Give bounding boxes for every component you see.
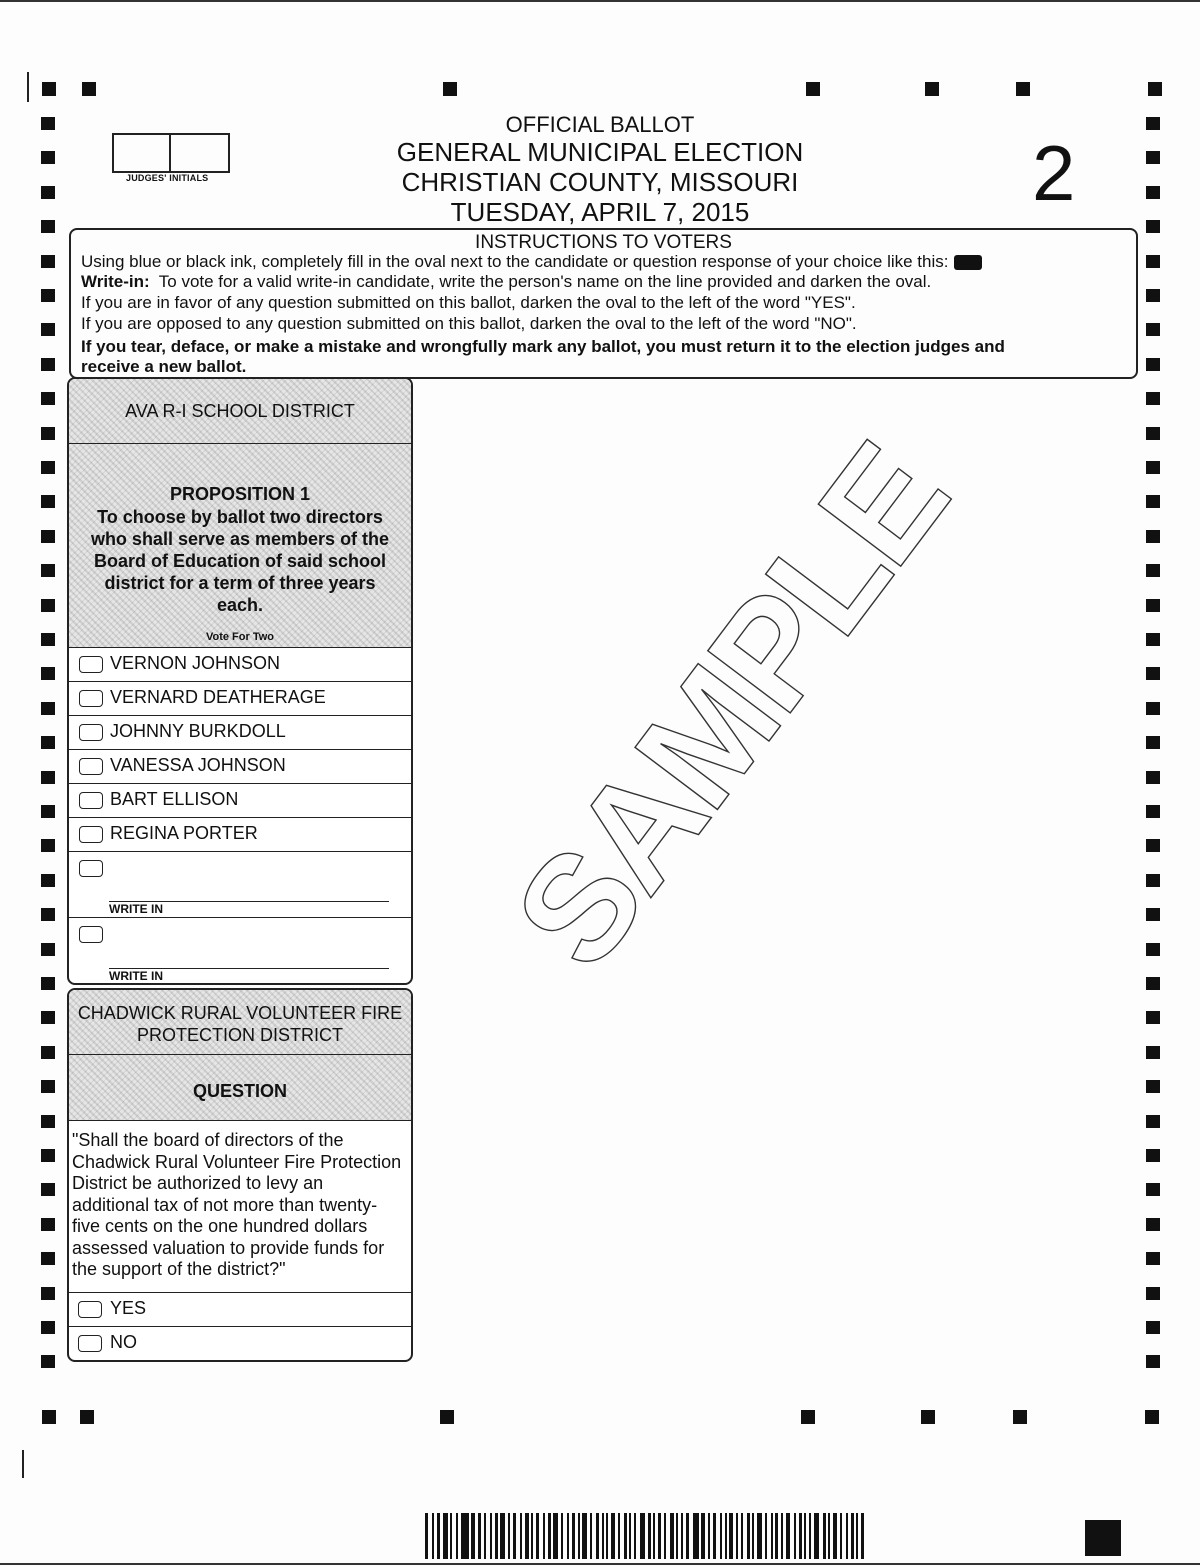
barcode-bar <box>606 1513 608 1559</box>
barcode-bar <box>658 1513 661 1559</box>
barcode-bar <box>713 1513 716 1559</box>
timing-mark <box>1146 427 1160 440</box>
barcode-bar <box>794 1513 796 1559</box>
district-header <box>69 379 411 444</box>
barcode-bar <box>596 1513 599 1559</box>
timing-mark <box>41 461 55 474</box>
timing-mark <box>1013 1410 1027 1424</box>
barcode-bar <box>578 1513 580 1559</box>
contest-fire-district <box>67 988 413 1362</box>
timing-mark <box>1146 117 1160 130</box>
timing-mark <box>1146 599 1160 612</box>
timing-mark <box>1146 220 1160 233</box>
instructions-line-1: Using blue or black ink, completely fill in the oval next to the candidate or question response of your choice like this: <box>81 252 982 272</box>
timing-mark <box>443 82 457 96</box>
barcode-bar <box>725 1513 727 1559</box>
timing-mark <box>1146 151 1160 164</box>
vote-oval[interactable] <box>79 690 103 707</box>
timing-mark <box>1146 839 1160 852</box>
candidate-row[interactable]: REGINA PORTER <box>69 817 411 852</box>
corner-registration-mark <box>1085 1520 1121 1556</box>
vote-oval[interactable] <box>79 724 103 741</box>
timing-mark <box>80 1410 94 1424</box>
barcode-bar <box>590 1513 592 1559</box>
election-name: GENERAL MUNICIPAL ELECTION <box>396 137 804 167</box>
instructions-heading: INSTRUCTIONS TO VOTERS <box>475 232 732 253</box>
timing-mark <box>1146 495 1160 508</box>
timing-mark <box>1146 1287 1160 1300</box>
vote-oval[interactable] <box>79 826 103 843</box>
barcode-bar <box>823 1513 826 1559</box>
timing-mark <box>1146 702 1160 715</box>
vote-for-instruction: Vote For Two <box>205 631 275 643</box>
barcode-bar <box>708 1513 710 1559</box>
instructions-line-5: If you tear, deface, or make a mistake and wrongfully mark any ballot, you must return it to the election judges and <box>81 337 1005 356</box>
timing-mark <box>41 427 55 440</box>
timing-mark <box>41 117 55 130</box>
candidate-row[interactable]: VERNON JOHNSON <box>69 647 411 682</box>
timing-mark <box>41 1115 55 1128</box>
timing-mark <box>41 1080 55 1093</box>
barcode-bar <box>525 1513 529 1559</box>
timing-mark <box>42 82 56 96</box>
barcode-bar <box>856 1513 858 1559</box>
timing-mark <box>1146 667 1160 680</box>
timing-mark <box>1146 358 1160 371</box>
timing-mark <box>1146 633 1160 646</box>
timing-mark <box>1148 82 1162 96</box>
barcode-bar <box>450 1513 452 1559</box>
timing-mark <box>1146 1011 1160 1024</box>
barcode-bar <box>531 1513 533 1559</box>
write-in-row[interactable] <box>69 851 411 918</box>
timing-mark <box>41 530 55 543</box>
barcode-bar <box>508 1513 510 1559</box>
timing-mark <box>1146 1321 1160 1334</box>
question-text: "Shall the board of directors of the Chadwick Rural Volunteer Fire Protection District be authorized to levy an additional tax of not more than twenty-five cents on the one hundred dollars assessed valuation to provide funds for the support of the district?" <box>72 1130 402 1279</box>
yes-oval[interactable] <box>78 1301 102 1318</box>
barcode-bar <box>747 1513 750 1559</box>
timing-mark <box>806 82 820 96</box>
barcode-bar <box>686 1513 689 1559</box>
candidate-row[interactable]: JOHNNY BURKDOLL <box>69 715 411 750</box>
timing-mark <box>1146 908 1160 921</box>
barcode-bar <box>846 1513 848 1559</box>
barcode-bar <box>471 1513 475 1559</box>
ballot-title: OFFICIAL BALLOT <box>505 112 695 137</box>
write-in-label: WRITE IN <box>109 969 163 983</box>
timing-mark <box>921 1410 935 1424</box>
timing-mark <box>1146 289 1160 302</box>
barcode-bar <box>443 1513 448 1559</box>
timing-mark <box>925 82 939 96</box>
barcode-bar <box>809 1513 811 1559</box>
timing-mark <box>41 633 55 646</box>
vote-oval[interactable] <box>79 758 103 775</box>
barcode-bar <box>676 1513 678 1559</box>
filled-oval-example-icon <box>954 255 982 270</box>
timing-mark <box>1146 323 1160 336</box>
barcode-bar <box>548 1513 551 1559</box>
timing-mark <box>41 220 55 233</box>
contest-school-district <box>67 377 413 985</box>
timing-mark <box>41 977 55 990</box>
timing-mark <box>1146 874 1160 887</box>
proposition-header <box>69 444 411 648</box>
timing-mark <box>1146 1355 1160 1368</box>
instructions-line-2: Write-in: To vote for a valid write-in candidate, write the person's name on the line provided and darken the oval. <box>81 272 932 291</box>
vote-oval[interactable] <box>79 656 103 673</box>
timing-mark <box>41 1218 55 1231</box>
timing-mark <box>1016 82 1030 96</box>
timing-mark <box>1146 392 1160 405</box>
timing-mark <box>41 1287 55 1300</box>
yes-option-row[interactable]: YES <box>69 1292 411 1327</box>
timing-mark <box>41 186 55 199</box>
judges-initials-label: JUDGES' INITIALS <box>126 173 209 183</box>
barcode-bar <box>543 1513 545 1559</box>
barcode-bar <box>653 1513 655 1559</box>
barcode-bar <box>681 1513 683 1559</box>
write-in-row[interactable] <box>69 917 411 984</box>
timing-mark <box>41 805 55 818</box>
timing-mark <box>41 874 55 887</box>
instructions-line-6: receive a new ballot. <box>81 357 247 376</box>
timing-mark <box>41 1149 55 1162</box>
timing-mark <box>41 1046 55 1059</box>
barcode-bar <box>536 1513 539 1559</box>
barcode-bar <box>611 1513 615 1559</box>
timing-mark <box>1146 1046 1160 1059</box>
barcode-bar <box>664 1513 666 1559</box>
timing-mark <box>1146 564 1160 577</box>
barcode-bar <box>741 1513 743 1559</box>
barcode-bar <box>425 1513 428 1559</box>
barcode-bar <box>799 1513 802 1559</box>
timing-mark <box>41 908 55 921</box>
district-name: AVA R-I SCHOOL DISTRICT <box>125 401 355 421</box>
timing-mark <box>41 151 55 164</box>
timing-mark <box>41 599 55 612</box>
timing-mark <box>1146 736 1160 749</box>
timing-mark <box>41 323 55 336</box>
timing-mark <box>1146 943 1160 956</box>
timing-mark <box>1146 461 1160 474</box>
ballot-style-number: 2 <box>1032 129 1076 217</box>
timing-mark <box>41 392 55 405</box>
timing-mark <box>41 771 55 784</box>
timing-mark <box>1146 1115 1160 1128</box>
timing-mark <box>1146 1252 1160 1265</box>
candidate-row[interactable]: VERNARD DEATHERAGE <box>69 681 411 716</box>
timing-mark <box>42 1410 56 1424</box>
no-option-row[interactable]: NO <box>69 1326 411 1361</box>
timing-mark <box>41 289 55 302</box>
proposition-description: To choose by ballot two directors who shall serve as members of the Board of Education of said school district for a term of three years each. <box>90 507 390 615</box>
timing-mark <box>41 255 55 268</box>
candidate-row[interactable]: BART ELLISON <box>69 783 411 818</box>
barcode-bar <box>729 1513 733 1559</box>
barcode-bar <box>786 1513 790 1559</box>
proposition-title: PROPOSITION 1 <box>169 484 311 504</box>
district-header <box>69 990 411 1055</box>
barcode-bar <box>500 1513 505 1559</box>
timing-mark <box>801 1410 815 1424</box>
timing-mark <box>1146 1080 1160 1093</box>
barcode-bar <box>765 1513 767 1559</box>
candidate-row[interactable]: VANESSA JOHNSON <box>69 749 411 784</box>
barcode-bar <box>670 1513 674 1559</box>
timing-mark <box>41 1011 55 1024</box>
timing-mark <box>41 358 55 371</box>
sample-watermark: SAMPLE <box>482 415 979 997</box>
timing-mark <box>41 1321 55 1334</box>
barcode-bar <box>775 1513 778 1559</box>
judges-initials-box[interactable] <box>112 133 230 173</box>
barcode-bar <box>490 1513 492 1559</box>
barcode-bar <box>582 1513 587 1559</box>
timing-mark <box>1146 530 1160 543</box>
write-in-oval[interactable] <box>79 860 103 877</box>
timing-mark <box>1146 255 1160 268</box>
barcode-bar <box>629 1513 631 1559</box>
barcode-bar <box>602 1513 604 1559</box>
instructions-line-4: If you are opposed to any question submitted on this ballot, darken the oval to the left of the word "NO". <box>81 314 857 333</box>
write-in-label: WRITE IN <box>109 902 163 916</box>
barcode-bar <box>781 1513 783 1559</box>
barcode-bar <box>437 1513 440 1559</box>
timing-mark <box>41 736 55 749</box>
barcode-bar <box>752 1513 754 1559</box>
barcode-bar <box>648 1513 651 1559</box>
left-tick <box>27 72 29 102</box>
barcode-bar <box>814 1513 819 1559</box>
barcode-bar <box>513 1513 516 1559</box>
district-name: CHADWICK RURAL VOLUNTEER FIRE PROTECTION DISTRICT <box>77 1003 403 1045</box>
barcode <box>425 1513 920 1559</box>
timing-mark <box>41 564 55 577</box>
instructions-line-3: If you are in favor of any question submitted on this ballot, darken the oval to the left of the word "YES". <box>81 293 856 312</box>
timing-mark <box>440 1410 454 1424</box>
barcode-bar <box>828 1513 830 1559</box>
barcode-bar <box>553 1513 558 1559</box>
barcode-bar <box>495 1513 498 1559</box>
barcode-bar <box>478 1513 481 1559</box>
instructions-box <box>69 228 1138 379</box>
vote-oval[interactable] <box>79 792 103 809</box>
timing-mark <box>41 495 55 508</box>
barcode-bar <box>561 1513 563 1559</box>
top-border <box>0 0 1200 10</box>
barcode-bar <box>861 1513 864 1559</box>
barcode-bar <box>701 1513 705 1559</box>
barcode-bar <box>484 1513 486 1559</box>
no-oval[interactable] <box>78 1335 102 1352</box>
timing-mark <box>41 1183 55 1196</box>
barcode-bar <box>572 1513 575 1559</box>
question-title: QUESTION <box>192 1081 287 1101</box>
barcode-bar <box>771 1513 773 1559</box>
timing-mark <box>41 702 55 715</box>
barcode-bar <box>833 1513 837 1559</box>
barcode-bar <box>720 1513 722 1559</box>
barcode-bar <box>640 1513 645 1559</box>
timing-mark <box>1146 805 1160 818</box>
timing-mark <box>1146 771 1160 784</box>
timing-mark <box>1145 1410 1159 1424</box>
timing-mark <box>82 82 96 96</box>
bottom-border <box>0 1563 1200 1565</box>
barcode-bar <box>624 1513 627 1559</box>
barcode-bar <box>461 1513 469 1559</box>
timing-mark <box>41 1252 55 1265</box>
timing-mark <box>41 839 55 852</box>
barcode-bar <box>840 1513 842 1559</box>
county-name: CHRISTIAN COUNTY, MISSOURI <box>401 167 799 197</box>
timing-mark <box>41 943 55 956</box>
timing-mark <box>1146 977 1160 990</box>
barcode-bar <box>634 1513 636 1559</box>
barcode-bar <box>618 1513 620 1559</box>
barcode-bar <box>520 1513 522 1559</box>
timing-mark <box>1146 1218 1160 1231</box>
timing-mark <box>1146 1183 1160 1196</box>
question-header <box>69 1055 411 1121</box>
barcode-bar <box>693 1513 699 1559</box>
timing-mark <box>1146 186 1160 199</box>
timing-mark <box>41 1355 55 1368</box>
barcode-bar <box>456 1513 458 1559</box>
election-date: TUESDAY, APRIL 7, 2015 <box>450 197 750 227</box>
left-tick-bottom <box>22 1450 24 1478</box>
barcode-bar <box>757 1513 762 1559</box>
barcode-bar <box>432 1513 434 1559</box>
timing-mark <box>41 667 55 680</box>
barcode-bar <box>567 1513 569 1559</box>
barcode-bar <box>851 1513 854 1559</box>
barcode-bar <box>736 1513 738 1559</box>
barcode-bar <box>804 1513 806 1559</box>
write-in-oval[interactable] <box>79 926 103 943</box>
timing-mark <box>1146 1149 1160 1162</box>
